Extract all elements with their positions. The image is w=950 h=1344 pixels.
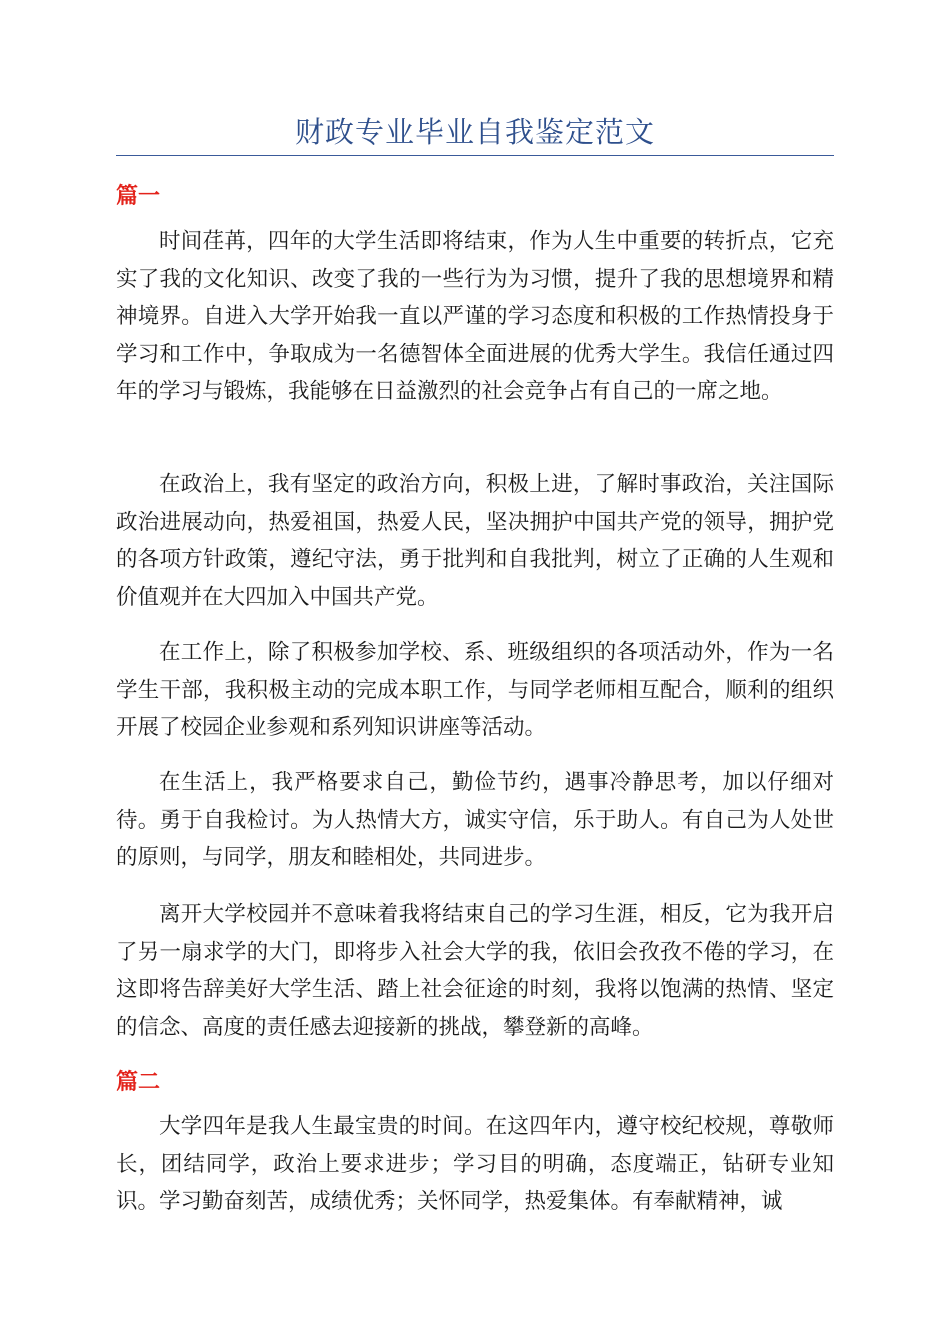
paragraph: 大学四年是我人生最宝贵的时间。在这四年内，遵守校纪校规，尊敬师长，团结同学，政治上要求进步；学习目的明确，态度端正，钻研专业知识。学习勤奋刻苦，成绩优秀；关怀同学，热爱集体。有奉献精神，诚	[116, 1114, 834, 1214]
paragraph: 在工作上，除了积极参加学校、系、班级组织的各项活动外，作为一名学生干部，我积极主动的完成本职工作，与同学老师相互配合，顺利的组织开展了校园企业参观和系列知识讲座等活动。	[116, 640, 834, 740]
paragraph: 离开大学校园并不意味着我将结束自己的学习生涯，相反，它为我开启了另一扇求学的大门，即将步入社会大学的我，依旧会孜孜不倦的学习，在这即将告辞美好大学生活、踏上社会征途的时刻，我将以饱满的热情、坚定的信念、高度的责任感去迎接新的挑战，攀登新的高峰。	[116, 902, 834, 1040]
section-heading-2: 篇二	[116, 1070, 161, 1095]
title-underline	[116, 155, 834, 156]
paragraph: 时间荏苒，四年的大学生活即将结束，作为人生中重要的转折点，它充实了我的文化知识、改变了我的一些行为为习惯，提升了我的思想境界和精神境界。自进入大学开始我一直以严谨的学习态度和积极的工作热情投身于学习和工作中，争取成为一名德智体全面进展的优秀大学生。我信任通过四年的学习与锻炼，我能够在日益激烈的社会竞争占有自己的一席之地。	[116, 229, 834, 404]
paragraph: 在政治上，我有坚定的政治方向，积极上进，了解时事政治，关注国际政治进展动向，热爱祖国，热爱人民，坚决拥护中国共产党的领导，拥护党的各项方针政策，遵纪守法，勇于批判和自我批判，树立了正确的人生观和价值观并在大四加入中国共产党。	[116, 472, 834, 610]
paragraph: 在生活上，我严格要求自己，勤俭节约，遇事冷静思考，加以仔细对待。勇于自我检讨。为人热情大方，诚实守信，乐于助人。有自己为人处世的原则，与同学，朋友和睦相处，共同进步。	[116, 770, 834, 870]
section-heading-1: 篇一	[116, 184, 161, 209]
document-title: 财政专业毕业自我鉴定范文	[294, 115, 655, 149]
